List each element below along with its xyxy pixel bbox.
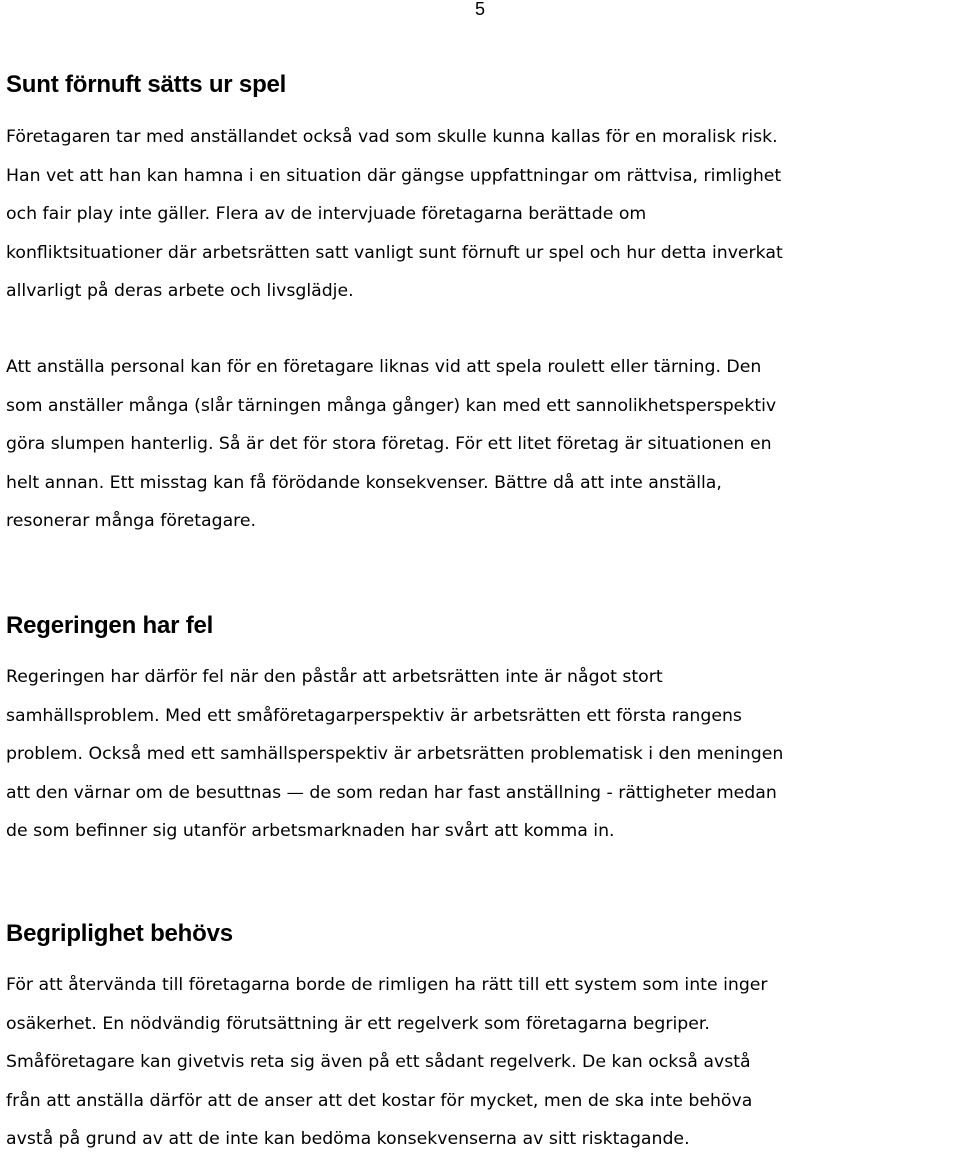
page-number: 5 [475, 0, 486, 19]
paragraph [6, 348, 956, 541]
text-line: de som befinner sig utanför arbetsmarknaden har svårt att komma in. [6, 821, 615, 841]
text-line: osäkerhet. En nödvändig förutsättning är ett regelverk som företagarna begriper. [6, 1013, 710, 1034]
text-line: göra slumpen hanterlig. Så är det för stora företag. För ett litet företag är situationen en [6, 434, 772, 454]
text-line: Småföretagare kan givetvis reta sig även på ett sådant regelverk. De kan också avstå [6, 1052, 751, 1072]
text-line: som anställer många (slår tärningen många gånger) kan med ett sannolikhetsperspektiv [6, 395, 777, 416]
text-line: problem. Också med ett samhällsperspektiv är arbetsrätten problematisk i den meningen [6, 744, 784, 764]
text-line: Att anställa personal kan för en företagare liknas vid att spela roulett eller tärning. Den [6, 357, 762, 377]
text-line: Företagaren tar med anställandet också vad som skulle kunna kallas för en moralisk risk. [6, 127, 778, 147]
text-line: samhällsproblem. Med ett småföretagarperspektiv är arbetsrätten ett första rangens [6, 705, 742, 726]
text-line: Han vet att han kan hamna i en situation där gängse uppfattningar om rättvisa, rimlighet [6, 165, 782, 186]
paragraph [6, 118, 956, 311]
text-line: att den värnar om de besuttnas — de som redan har fast anställning - rättigheter medan [6, 782, 777, 803]
text-line: resonerar många företagare. [6, 511, 257, 531]
text-line: Regeringen har därför fel när den påstår att arbetsrätten inte är något stort [6, 667, 663, 687]
section-heading-begriplighet: Begriplighet behövs [6, 920, 233, 947]
text-line: avstå på grund av att de inte kan bedöma konsekvenserna av sitt risktagande. [6, 1129, 690, 1149]
text-line: från att anställa därför att de anser att det kostar för mycket, men de ska inte behöva [6, 1090, 753, 1111]
text-line: helt annan. Ett misstag kan få förödande konsekvenser. Bättre då att inte anställa, [6, 472, 722, 493]
text-line: allvarligt på deras arbete och livsglädje. [6, 281, 354, 301]
text-line: För att återvända till företagarna borde de rimligen ha rätt till ett system som inte inger [6, 975, 768, 995]
text-line: och fair play inte gäller. Flera av de intervjuade företagarna berättade om [6, 204, 647, 224]
text-line: konfliktsituationer där arbetsrätten satt vanligt sunt förnuft ur spel och hur detta inverkat [6, 242, 783, 263]
section-heading-regeringen: Regeringen har fel [6, 612, 214, 639]
paragraph [6, 966, 956, 1159]
section-heading-sunt-fornuft: Sunt förnuft sätts ur spel [6, 71, 287, 98]
paragraph [6, 658, 956, 851]
